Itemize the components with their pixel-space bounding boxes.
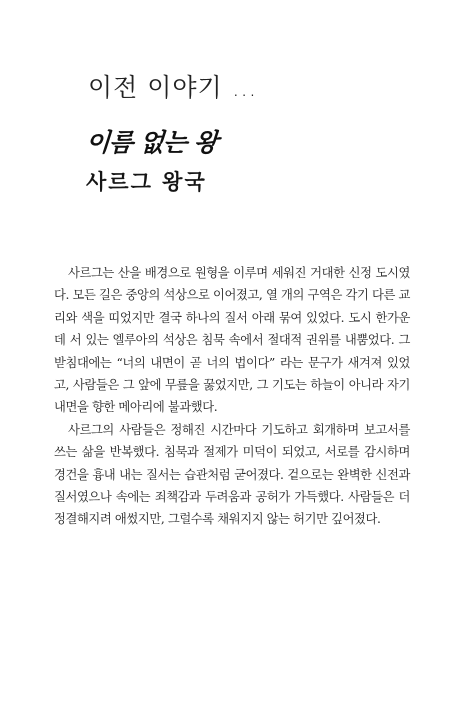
previous-story-label: 이전 이야기 … xyxy=(88,73,258,102)
paragraph-2: 사르그의 사람들은 정해진 시간마다 기도하고 회개하며 보고서를 쓰는 삶을 반복했다. 침묵과 절제가 미덕이 되었고, 서로를 감시하며 경건을 흉내 내는 질서는 습관처럼 굳어졌다. 겉으로는 완벽한 신전과 질서였으나 속에는 죄책감과 두려움과 공허가 가득했다. 사람들은 더 정결해지려 애썼지만, 그럴수록 채워지지 않는 허기만 깊어졌다. xyxy=(54,422,410,527)
body-text xyxy=(54,262,410,531)
chapter-subtitle: 사르그 왕국 xyxy=(86,170,207,194)
paragraph-1: 사르그는 산을 배경으로 원형을 이루며 세워진 거대한 신정 도시였다. 모든 길은 중앙의 석상으로 이어졌고, 열 개의 구역은 각기 다른 교리와 색을 띠었지만 결국 하나의 질서 아래 묶여 있었다. 도시 한가운데 서 있는 엘루아의 석상은 침묵 속에서 절대적 권위를 내뿜었다. 그 받침대에는 “너의 내면이 곧 너의 법이다” 라는 문구가 새겨져 있었고, 사람들은 그 앞에 무릎을 꿇었지만, 그 기도는 하늘이 아니라 자기 내면을 향한 메아리에 불과했다. xyxy=(54,266,410,415)
chapter-title: 이름 없는 왕 xyxy=(84,128,219,157)
